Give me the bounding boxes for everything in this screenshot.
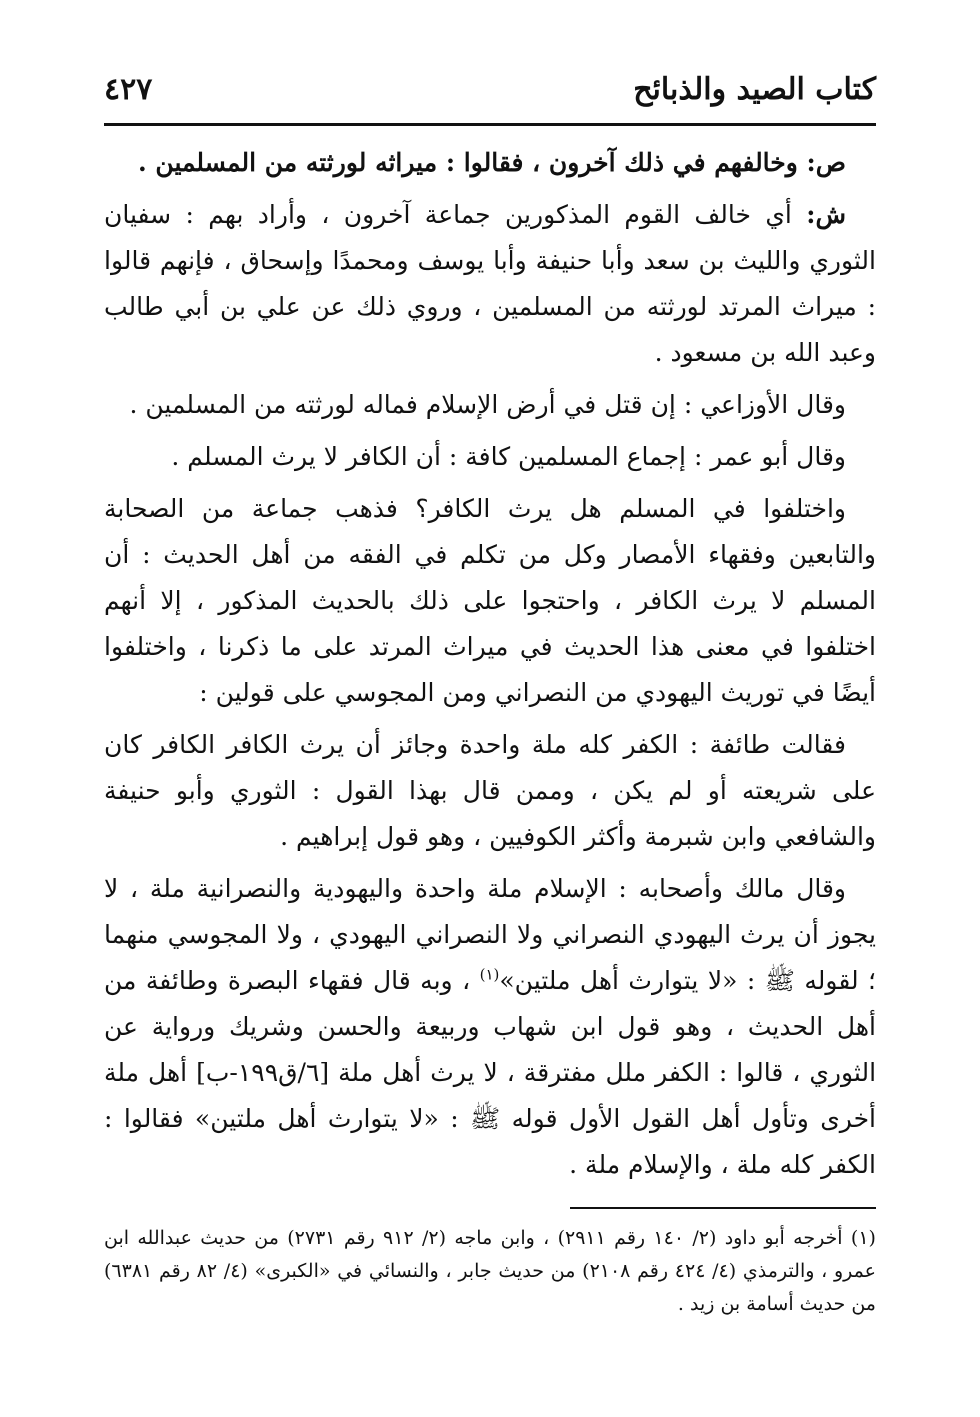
header-divider — [104, 123, 876, 126]
footnote-divider — [570, 1207, 876, 1209]
paragraph-text: فقالت طائفة : الكفر كله ملة واحدة وجائز أن يرث الكافر الكافر كان على شريعته أو لم يكن ، وممن قال بهذا القول : الثوري وأبو حنيفة والشافعي وابن شبرمة وأكثر الكوفيين ، وهو قول إبراهيم . — [104, 730, 876, 851]
paragraph-text-a: وقال مالك وأصحابه : الإسلام ملة واحدة واليهودية والنصرانية ملة ، لا يجوز أن يرث اليهودي النصراني ولا النصراني اليهودي ، ولا المجوسي منهما ؛ لقوله ﷺ : «لا يتوارث أهل ملتين» — [104, 874, 876, 995]
matn-text: وخالفهم في ذلك آخرون ، فقالوا : ميراثه لورثته من المسلمين . — [138, 148, 798, 177]
paragraph-malik — [104, 866, 876, 1188]
paragraph-ikhtilaf — [104, 486, 876, 716]
main-text — [104, 140, 876, 1188]
paragraph-awzai — [104, 382, 876, 428]
paragraph-text-b: ، وبه قال فقهاء البصرة وطائفة من أهل الحديث ، وهو قول ابن شهاب وربيعة والحسن وشريك ورواية عن الثوري ، قالوا : الكفر ملل مفترقة ، لا يرث أهل ملة [٦/ق١٩٩-ب] أهل ملة أخرى وتأول أهل القول الأول قوله ﷺ : «لا يتوارث أهل ملتين» فقالوا : الكفر كله ملة ، والإسلام ملة . — [104, 966, 877, 1179]
paragraph-text: وقال الأوزاعي : إن قتل في أرض الإسلام فماله لورثته من المسلمين . — [129, 390, 846, 419]
sharh-marker: ش: — [806, 200, 846, 229]
chapter-title: كتاب الصيد والذبائح — [633, 72, 876, 107]
paragraph-text: واختلفوا في المسلم هل يرث الكافر؟ فذهب جماعة من الصحابة والتابعين وفقهاء الأمصار وكل من تكلم في الفقه من أهل الحديث : أن المسلم لا يرث الكافر ، واحتجوا على ذلك بالحديث المذكور ، إلا أنهم اختلفوا في معنى هذا الحديث في ميراث المرتد على ما ذكرنا ، واختلفوا أيضًا في توريث اليهودي من النصراني ومن المجوسي على قولين : — [104, 494, 876, 707]
paragraph-taifa — [104, 722, 876, 860]
running-header — [104, 70, 876, 118]
paragraph-text: وقال أبو عمر : إجماع المسلمين كافة : أن الكافر لا يرث المسلم . — [171, 442, 846, 471]
page-number: ٤٢٧ — [104, 72, 153, 107]
footnote-1: (١) أخرجه أبو داود (٢/ ١٤٠ رقم ٢٩١١) ، وابن ماجه (٢/ ٩١٢ رقم ٢٧٣١) من حديث عبدالله ابن عمرو ، والترمذي (٤/ ٤٢٤ رقم ٢١٠٨) من حديث جابر ، والنسائي في «الكبرى» (٤/ ٨٢ رقم ٦٣٨١) من حديث أسامة بن زيد . — [104, 1227, 876, 1315]
footnotes — [104, 1222, 876, 1321]
paragraph-abu-umar — [104, 434, 876, 480]
sharh-text: أي خالف القوم المذكورين جماعة آخرون ، وأراد بهم : سفيان الثوري والليث بن سعد وأبا حنيفة وأبا يوسف ومحمدًا وإسحاق ، فإنهم قالوا : ميراث المرتد لورثته من المسلمين ، وروي ذلك عن علي بن أبي طالب وعبد الله بن مسعود . — [104, 200, 876, 367]
paragraph-sharh — [104, 192, 876, 376]
footnote-reference[interactable]: (١) — [479, 965, 500, 984]
paragraph-matn — [104, 140, 876, 186]
matn-marker: ص: — [806, 148, 846, 177]
